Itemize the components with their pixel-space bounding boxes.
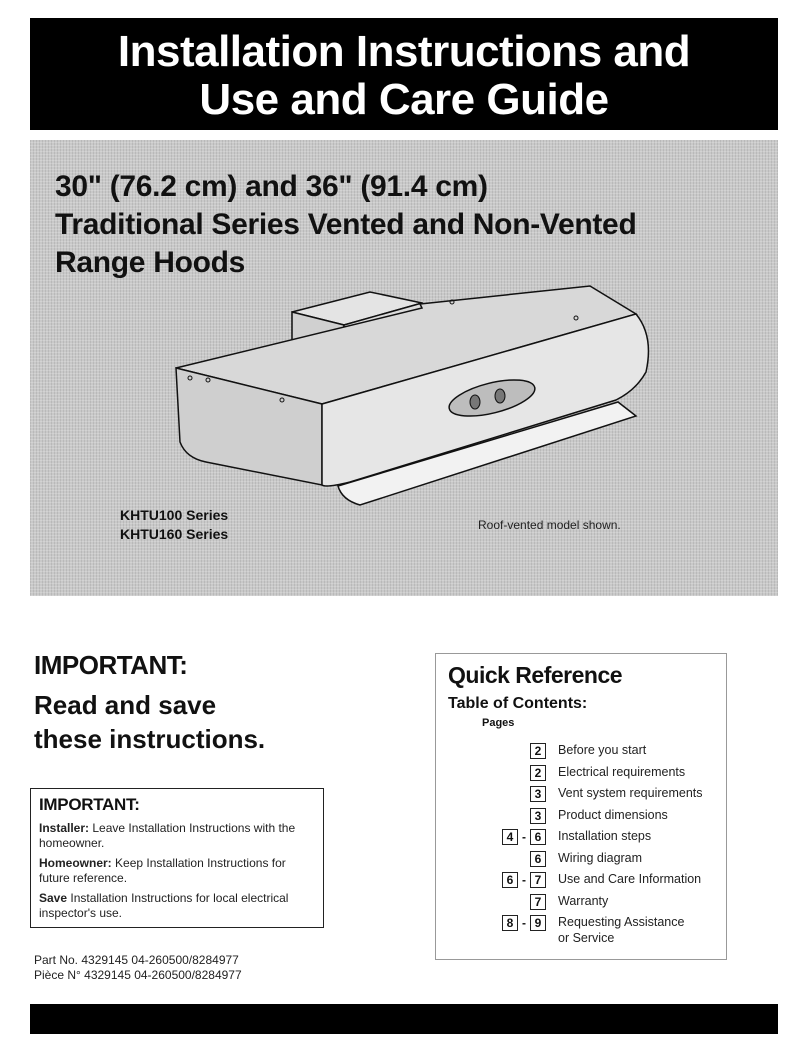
homeowner-text: Keep Installation Instructions for future reference. [39,856,286,885]
toc-row [436,764,726,786]
quick-reference-title: Quick Reference [448,662,623,688]
product-title-line-3: Range Hoods [55,246,246,279]
part-number-fr: Pièce N° 4329145 04-260500/8284977 [34,968,242,982]
toc-page-dash: - [522,873,526,887]
title-line-1: Installation Instructions and [117,27,691,76]
toc-page-dash: - [522,830,526,844]
toc-page-range [502,828,546,846]
toc-page-range [502,871,546,889]
toc-label: Vent system requirements [558,786,703,800]
toc-row [436,850,726,872]
toc-row [436,871,726,893]
save-note [39,891,315,921]
read-save-line-1: Read and save [34,690,217,720]
toc-label: Requesting Assistance [558,915,685,929]
product-title-line-2: Traditional Series Vented and Non-Vented [55,208,637,241]
model-series-1: KHTU100 Series [120,507,229,523]
footer-bar [30,1004,778,1034]
toc-label: Electrical requirements [558,764,686,779]
toc-page-dash: - [522,916,526,930]
toc-label: Product dimensions [558,807,668,822]
illustration-caption: Roof-vented model shown. [478,518,621,532]
toc-page-range [530,785,546,803]
table-of-contents-label: Table of Contents: [448,695,588,712]
toc-page-start: 6 [502,872,518,888]
document-title [30,18,778,130]
toc-page-start: 7 [530,894,546,910]
toc-page-start: 2 [530,743,546,759]
toc-page-end: 9 [530,915,546,931]
toc-label: Installation steps [558,829,652,843]
toc-page-start: 8 [502,915,518,931]
toc-page-end: 7 [530,872,546,888]
toc-page-start: 3 [530,786,546,802]
hero-panel [30,140,778,596]
pages-label: Pages [482,717,515,729]
toc-row [436,893,726,915]
homeowner-note [39,856,315,886]
part-number-en: Part No. 4329145 04-260500/8284977 [34,953,239,967]
toc-page-range [530,742,546,760]
model-series-list [120,506,228,544]
toc-page-start: 2 [530,765,546,781]
toc-page-end: 6 [530,829,546,845]
part-number [34,953,242,983]
installer-label: Installer: [39,821,90,835]
table-of-contents-list [436,742,726,951]
title-line-2: Use and Care Guide [199,75,609,124]
toc-label: Before you start [558,743,647,757]
toc-page-range [530,893,546,911]
installer-note [39,821,315,851]
toc-label: Use and Care Information [558,872,702,886]
read-save-line-2: these instructions. [34,724,266,754]
toc-row [436,930,726,952]
product-title-line-1: 30" (76.2 cm) and 36" (91.4 cm) [55,170,488,203]
toc-page-range [530,807,546,825]
toc-label: or Service [558,930,615,945]
read-save-notice [34,688,265,756]
toc-label: Wiring diagram [558,850,643,865]
toc-page-start: 6 [530,851,546,867]
important-box [30,788,324,928]
save-text: Installation Instructions for local electrical inspector's use. [39,891,289,920]
toc-page-range [530,850,546,868]
quick-reference-box [435,653,727,960]
toc-row [436,828,726,850]
toc-page-start: 4 [502,829,518,845]
save-label: Save [39,891,68,905]
toc-row [436,807,726,829]
important-box-title: IMPORTANT: [39,795,140,814]
toc-row [436,785,726,807]
toc-page-range [530,764,546,782]
toc-page-start: 3 [530,808,546,824]
important-heading: IMPORTANT: [34,650,188,680]
homeowner-label: Homeowner: [39,856,112,870]
toc-label: Warranty [558,893,609,908]
model-series-2: KHTU160 Series [120,526,229,542]
installer-text: Leave Installation Instructions with the homeowner. [39,821,296,850]
toc-row [436,742,726,764]
